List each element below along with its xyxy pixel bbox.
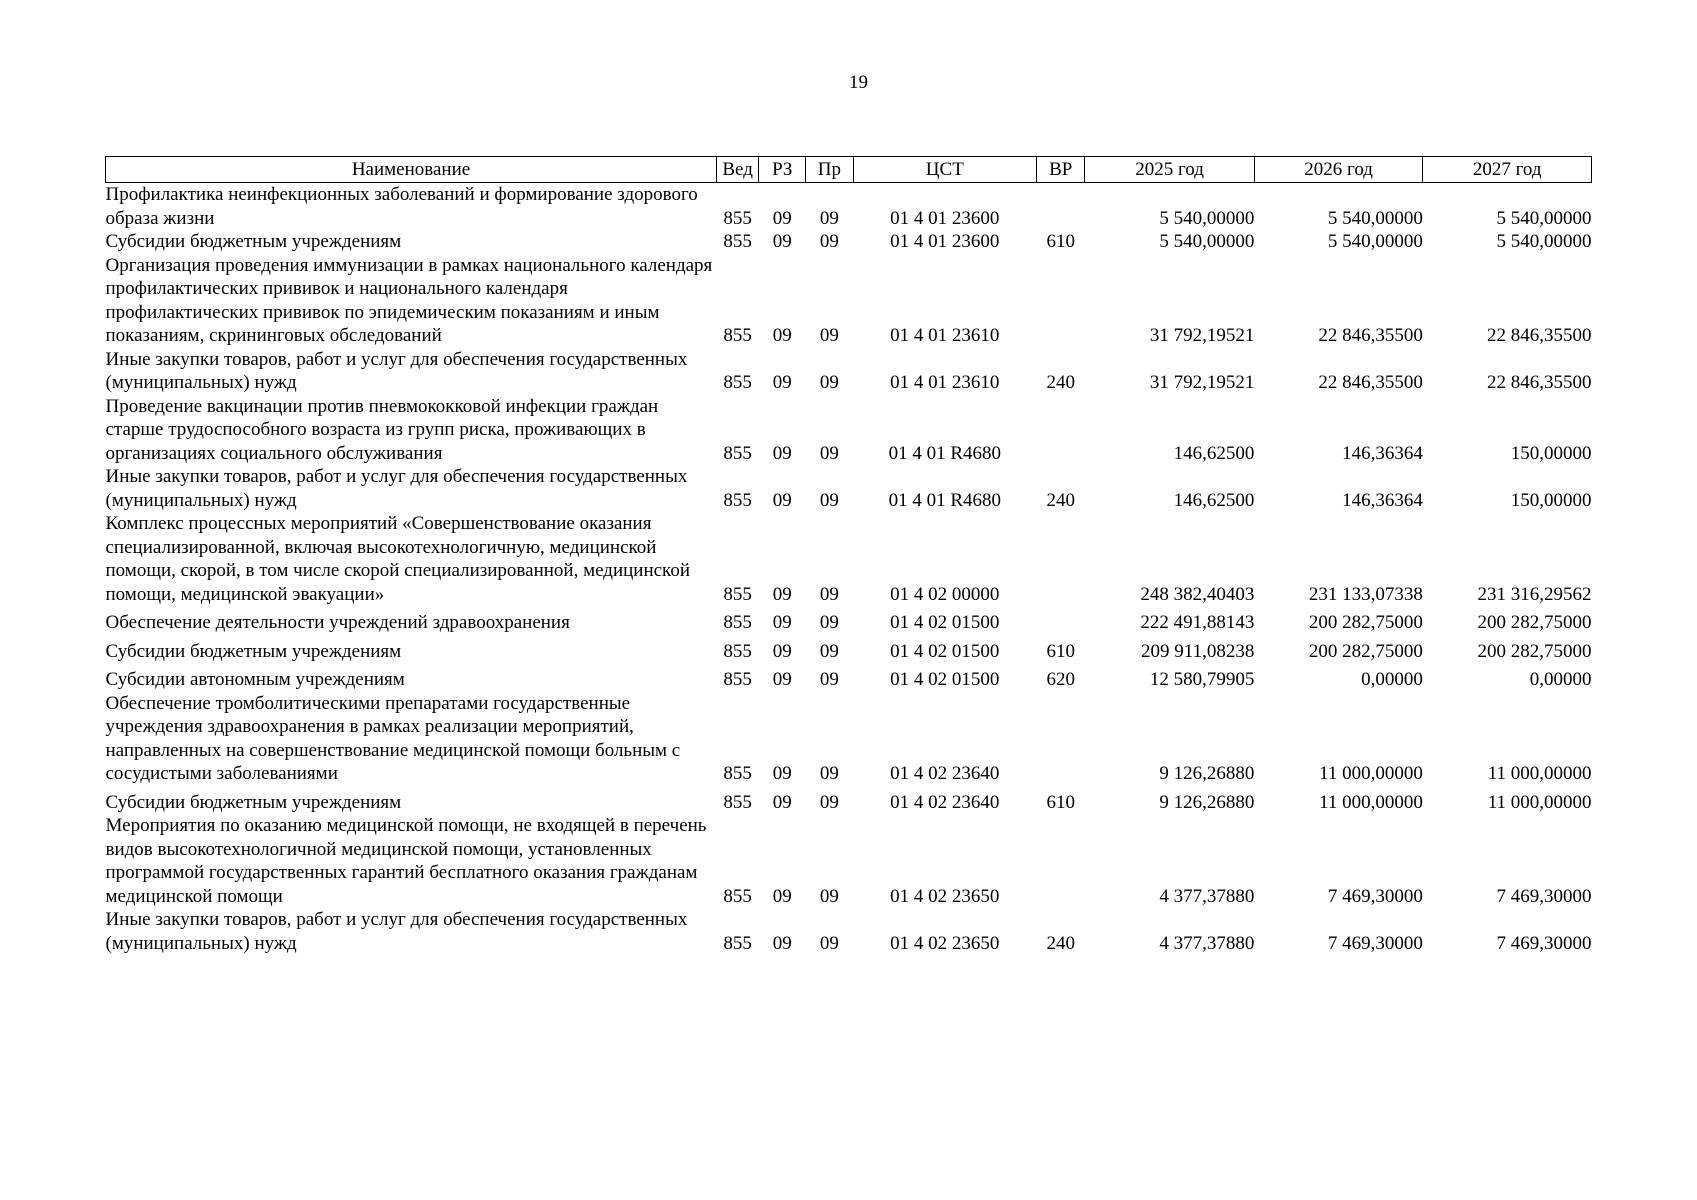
- header-2026: 2026 год: [1254, 157, 1423, 183]
- cell-vr: [1037, 183, 1085, 231]
- cell-rz: 09: [772, 325, 792, 346]
- cell-2025: 9 126,26880: [1159, 791, 1255, 813]
- cell-2025: 146,62500: [1173, 442, 1255, 464]
- cell-cst: 01 4 02 23640: [890, 763, 1000, 784]
- cell-ved: 855: [723, 231, 752, 252]
- budget-table: [105, 156, 1592, 955]
- cell-ved: 855: [723, 885, 752, 907]
- cell-2025: 5 540,00000: [1159, 207, 1255, 229]
- cell-2025: 4 377,37880: [1159, 885, 1255, 907]
- table-row: [106, 183, 1592, 231]
- cell-rz: 09: [772, 583, 792, 605]
- cell-vr: [1037, 395, 1085, 466]
- cell-cst: 01 4 02 23650: [890, 885, 1000, 907]
- cell-vr: 240: [1046, 489, 1075, 511]
- table-row: [106, 395, 1592, 466]
- cell-ved: 855: [723, 791, 752, 813]
- cell-rz: 09: [772, 231, 792, 252]
- cell-vr: 240: [1046, 372, 1075, 393]
- cell-name: Иные закупки товаров, работ и услуг для обеспечения государственных (муниципальных) нужд: [105, 348, 688, 393]
- header-name: Наименование: [106, 157, 717, 183]
- cell-name: Субсидии автономным учреждениям: [105, 669, 405, 690]
- cell-2027: 22 846,35500: [1487, 325, 1592, 346]
- cell-pr: 09: [819, 932, 839, 954]
- cell-cst: 01 4 01 23610: [890, 325, 1000, 346]
- table-header-row: [106, 157, 1592, 183]
- cell-2027: 200 282,75000: [1477, 640, 1592, 662]
- cell-rz: 09: [772, 763, 792, 784]
- cell-2027: 5 540,00000: [1496, 207, 1592, 229]
- cell-rz: 09: [772, 791, 792, 813]
- cell-2027: 150,00000: [1510, 442, 1592, 464]
- header-pr: Пр: [806, 157, 853, 183]
- cell-2027: 11 000,00000: [1487, 763, 1592, 784]
- cell-2026: 146,36364: [1342, 489, 1423, 511]
- cell-vr: [1037, 692, 1085, 786]
- cell-2027: 5 540,00000: [1496, 231, 1592, 252]
- cell-2025: 31 792,19521: [1149, 325, 1255, 346]
- header-vr: ВР: [1037, 157, 1085, 183]
- cell-ved: 855: [723, 372, 752, 393]
- cell-2026: 22 846,35500: [1318, 372, 1423, 393]
- cell-2027: 7 469,30000: [1496, 932, 1592, 954]
- table-body: [106, 183, 1592, 956]
- cell-2026: 11 000,00000: [1319, 791, 1423, 813]
- cell-2027: 11 000,00000: [1487, 791, 1592, 813]
- cell-vr: 610: [1046, 791, 1075, 813]
- cell-2027: 22 846,35500: [1487, 372, 1592, 393]
- table-row: [106, 512, 1592, 606]
- cell-name: Иные закупки товаров, работ и услуг для обеспечения государственных (муниципальных) нужд: [105, 909, 688, 954]
- cell-pr: 09: [819, 640, 839, 662]
- cell-pr: 09: [819, 442, 839, 464]
- cell-2025: 4 377,37880: [1159, 932, 1255, 954]
- cell-ved: 855: [723, 932, 752, 954]
- cell-pr: 09: [819, 791, 839, 813]
- cell-name: Профилактика неинфекционных заболеваний и формирование здорового образа жизни: [105, 184, 698, 229]
- cell-cst: 01 4 02 01500: [890, 669, 1000, 690]
- cell-vr: [1037, 606, 1085, 635]
- cell-2027: 7 469,30000: [1496, 885, 1592, 907]
- table-row: [106, 692, 1592, 786]
- cell-vr: 620: [1046, 669, 1075, 690]
- table-row: [106, 663, 1592, 692]
- cell-name: Обеспечение тромболитическими препаратами государственные учреждения здравоохранения в рамках реализации мероприятий, направленных на совершенствование медицинской помощи больным с сосудистыми заболеваниями: [105, 692, 681, 784]
- cell-name: Организация проведения иммунизации в рамках национального календаря профилактических прививок и национального календаря профилактических прививок по эпидемическим показаниям и иным показаниям, скрининговых обследований: [105, 254, 713, 346]
- cell-2026: 11 000,00000: [1319, 763, 1423, 784]
- cell-2026: 7 469,30000: [1327, 885, 1423, 907]
- cell-rz: 09: [772, 932, 792, 954]
- cell-name: Комплекс процессных мероприятий «Совершенствование оказания специализированной, включая высокотехнологичную, медицинской помощи, скорой, в том числе скорой специализированной, медицинской помощи, медицинской эвакуации»: [105, 513, 690, 605]
- cell-name: Субсидии бюджетным учреждениям: [105, 791, 402, 813]
- cell-2026: 7 469,30000: [1327, 932, 1423, 954]
- cell-ved: 855: [723, 669, 752, 690]
- cell-2025: 31 792,19521: [1149, 372, 1255, 393]
- cell-cst: 01 4 02 23650: [890, 932, 1000, 954]
- cell-ved: 855: [723, 640, 752, 662]
- header-ved: Вед: [717, 157, 759, 183]
- cell-cst: 01 4 01 23600: [890, 231, 1000, 252]
- cell-ved: 855: [723, 442, 752, 464]
- table-row: [106, 348, 1592, 395]
- cell-pr: 09: [819, 583, 839, 605]
- cell-2026: 22 846,35500: [1318, 325, 1423, 346]
- cell-name: Обеспечение деятельности учреждений здравоохранения: [105, 612, 570, 633]
- cell-name: Иные закупки товаров, работ и услуг для обеспечения государственных (муниципальных) нужд: [105, 466, 688, 511]
- cell-name: Мероприятия по оказанию медицинской помощи, не входящей в перечень видов высокотехнологичной медицинской помощи, установленных программой государственных гарантий бесплатного оказания гражданам медицинской помощи: [105, 815, 707, 907]
- cell-2025: 12 580,79905: [1149, 669, 1255, 690]
- cell-rz: 09: [772, 489, 792, 511]
- cell-2025: 146,62500: [1173, 489, 1255, 511]
- cell-ved: 855: [723, 207, 752, 229]
- cell-pr: 09: [819, 372, 839, 393]
- cell-2027: 200 282,75000: [1477, 612, 1592, 633]
- cell-pr: 09: [819, 612, 839, 633]
- cell-cst: 01 4 02 23640: [890, 791, 1000, 813]
- cell-vr: 610: [1046, 640, 1075, 662]
- table-row: [106, 606, 1592, 635]
- cell-pr: 09: [819, 325, 839, 346]
- cell-pr: 09: [819, 885, 839, 907]
- cell-2025: 9 126,26880: [1159, 763, 1255, 784]
- cell-rz: 09: [772, 442, 792, 464]
- table-row: [106, 230, 1592, 254]
- cell-2027: 150,00000: [1510, 489, 1592, 511]
- cell-2026: 200 282,75000: [1308, 612, 1423, 633]
- cell-rz: 09: [772, 372, 792, 393]
- cell-cst: 01 4 01 23600: [890, 207, 1000, 229]
- header-2025: 2025 год: [1085, 157, 1255, 183]
- cell-vr: [1037, 814, 1085, 908]
- cell-pr: 09: [819, 763, 839, 784]
- cell-2025: 222 491,88143: [1140, 612, 1255, 633]
- cell-pr: 09: [819, 231, 839, 252]
- cell-vr: 240: [1046, 932, 1075, 954]
- table-row: [106, 814, 1592, 908]
- cell-vr: [1037, 254, 1085, 348]
- cell-pr: 09: [819, 489, 839, 511]
- table-row: [106, 254, 1592, 348]
- header-cst: ЦСТ: [853, 157, 1037, 183]
- cell-rz: 09: [772, 207, 792, 229]
- cell-ved: 855: [723, 612, 752, 633]
- cell-ved: 855: [723, 489, 752, 511]
- cell-name: Субсидии бюджетным учреждениям: [105, 640, 402, 662]
- cell-2025: 248 382,40403: [1140, 583, 1255, 605]
- table-row: [106, 786, 1592, 815]
- cell-2025: 5 540,00000: [1159, 231, 1255, 252]
- cell-pr: 09: [819, 669, 839, 690]
- cell-rz: 09: [772, 669, 792, 690]
- cell-2026: 5 540,00000: [1327, 231, 1423, 252]
- page-number: 19: [849, 72, 868, 93]
- cell-2026: 5 540,00000: [1327, 207, 1423, 229]
- cell-cst: 01 4 02 01500: [890, 640, 1000, 662]
- cell-ved: 855: [723, 763, 752, 784]
- cell-cst: 01 4 01 23610: [890, 372, 1000, 393]
- cell-2026: 146,36364: [1342, 442, 1423, 464]
- cell-name: Проведение вакцинации против пневмококковой инфекции граждан старше трудоспособного возраста из групп риска, проживающих в организациях социального обслуживания: [105, 395, 659, 464]
- table-row: [106, 465, 1592, 512]
- cell-vr: 610: [1046, 231, 1075, 252]
- cell-2026: 200 282,75000: [1308, 640, 1423, 662]
- table-row: [106, 908, 1592, 955]
- header-rz: РЗ: [759, 157, 806, 183]
- table-row: [106, 635, 1592, 664]
- cell-cst: 01 4 01 R4680: [888, 489, 1002, 511]
- cell-2026: 0,00000: [1361, 669, 1423, 690]
- cell-2025: 209 911,08238: [1141, 640, 1255, 662]
- cell-rz: 09: [772, 612, 792, 633]
- cell-rz: 09: [772, 885, 792, 907]
- cell-pr: 09: [819, 207, 839, 229]
- cell-rz: 09: [772, 640, 792, 662]
- cell-2027: 231 316,29562: [1477, 583, 1592, 605]
- cell-ved: 855: [723, 583, 752, 605]
- cell-ved: 855: [723, 325, 752, 346]
- cell-name: Субсидии бюджетным учреждениям: [105, 231, 402, 252]
- cell-2027: 0,00000: [1529, 669, 1592, 690]
- header-2027: 2027 год: [1423, 157, 1592, 183]
- cell-cst: 01 4 02 01500: [890, 612, 1000, 633]
- cell-cst: 01 4 02 00000: [890, 583, 1000, 605]
- cell-2026: 231 133,07338: [1308, 583, 1423, 605]
- cell-vr: [1037, 512, 1085, 606]
- cell-cst: 01 4 01 R4680: [888, 442, 1002, 464]
